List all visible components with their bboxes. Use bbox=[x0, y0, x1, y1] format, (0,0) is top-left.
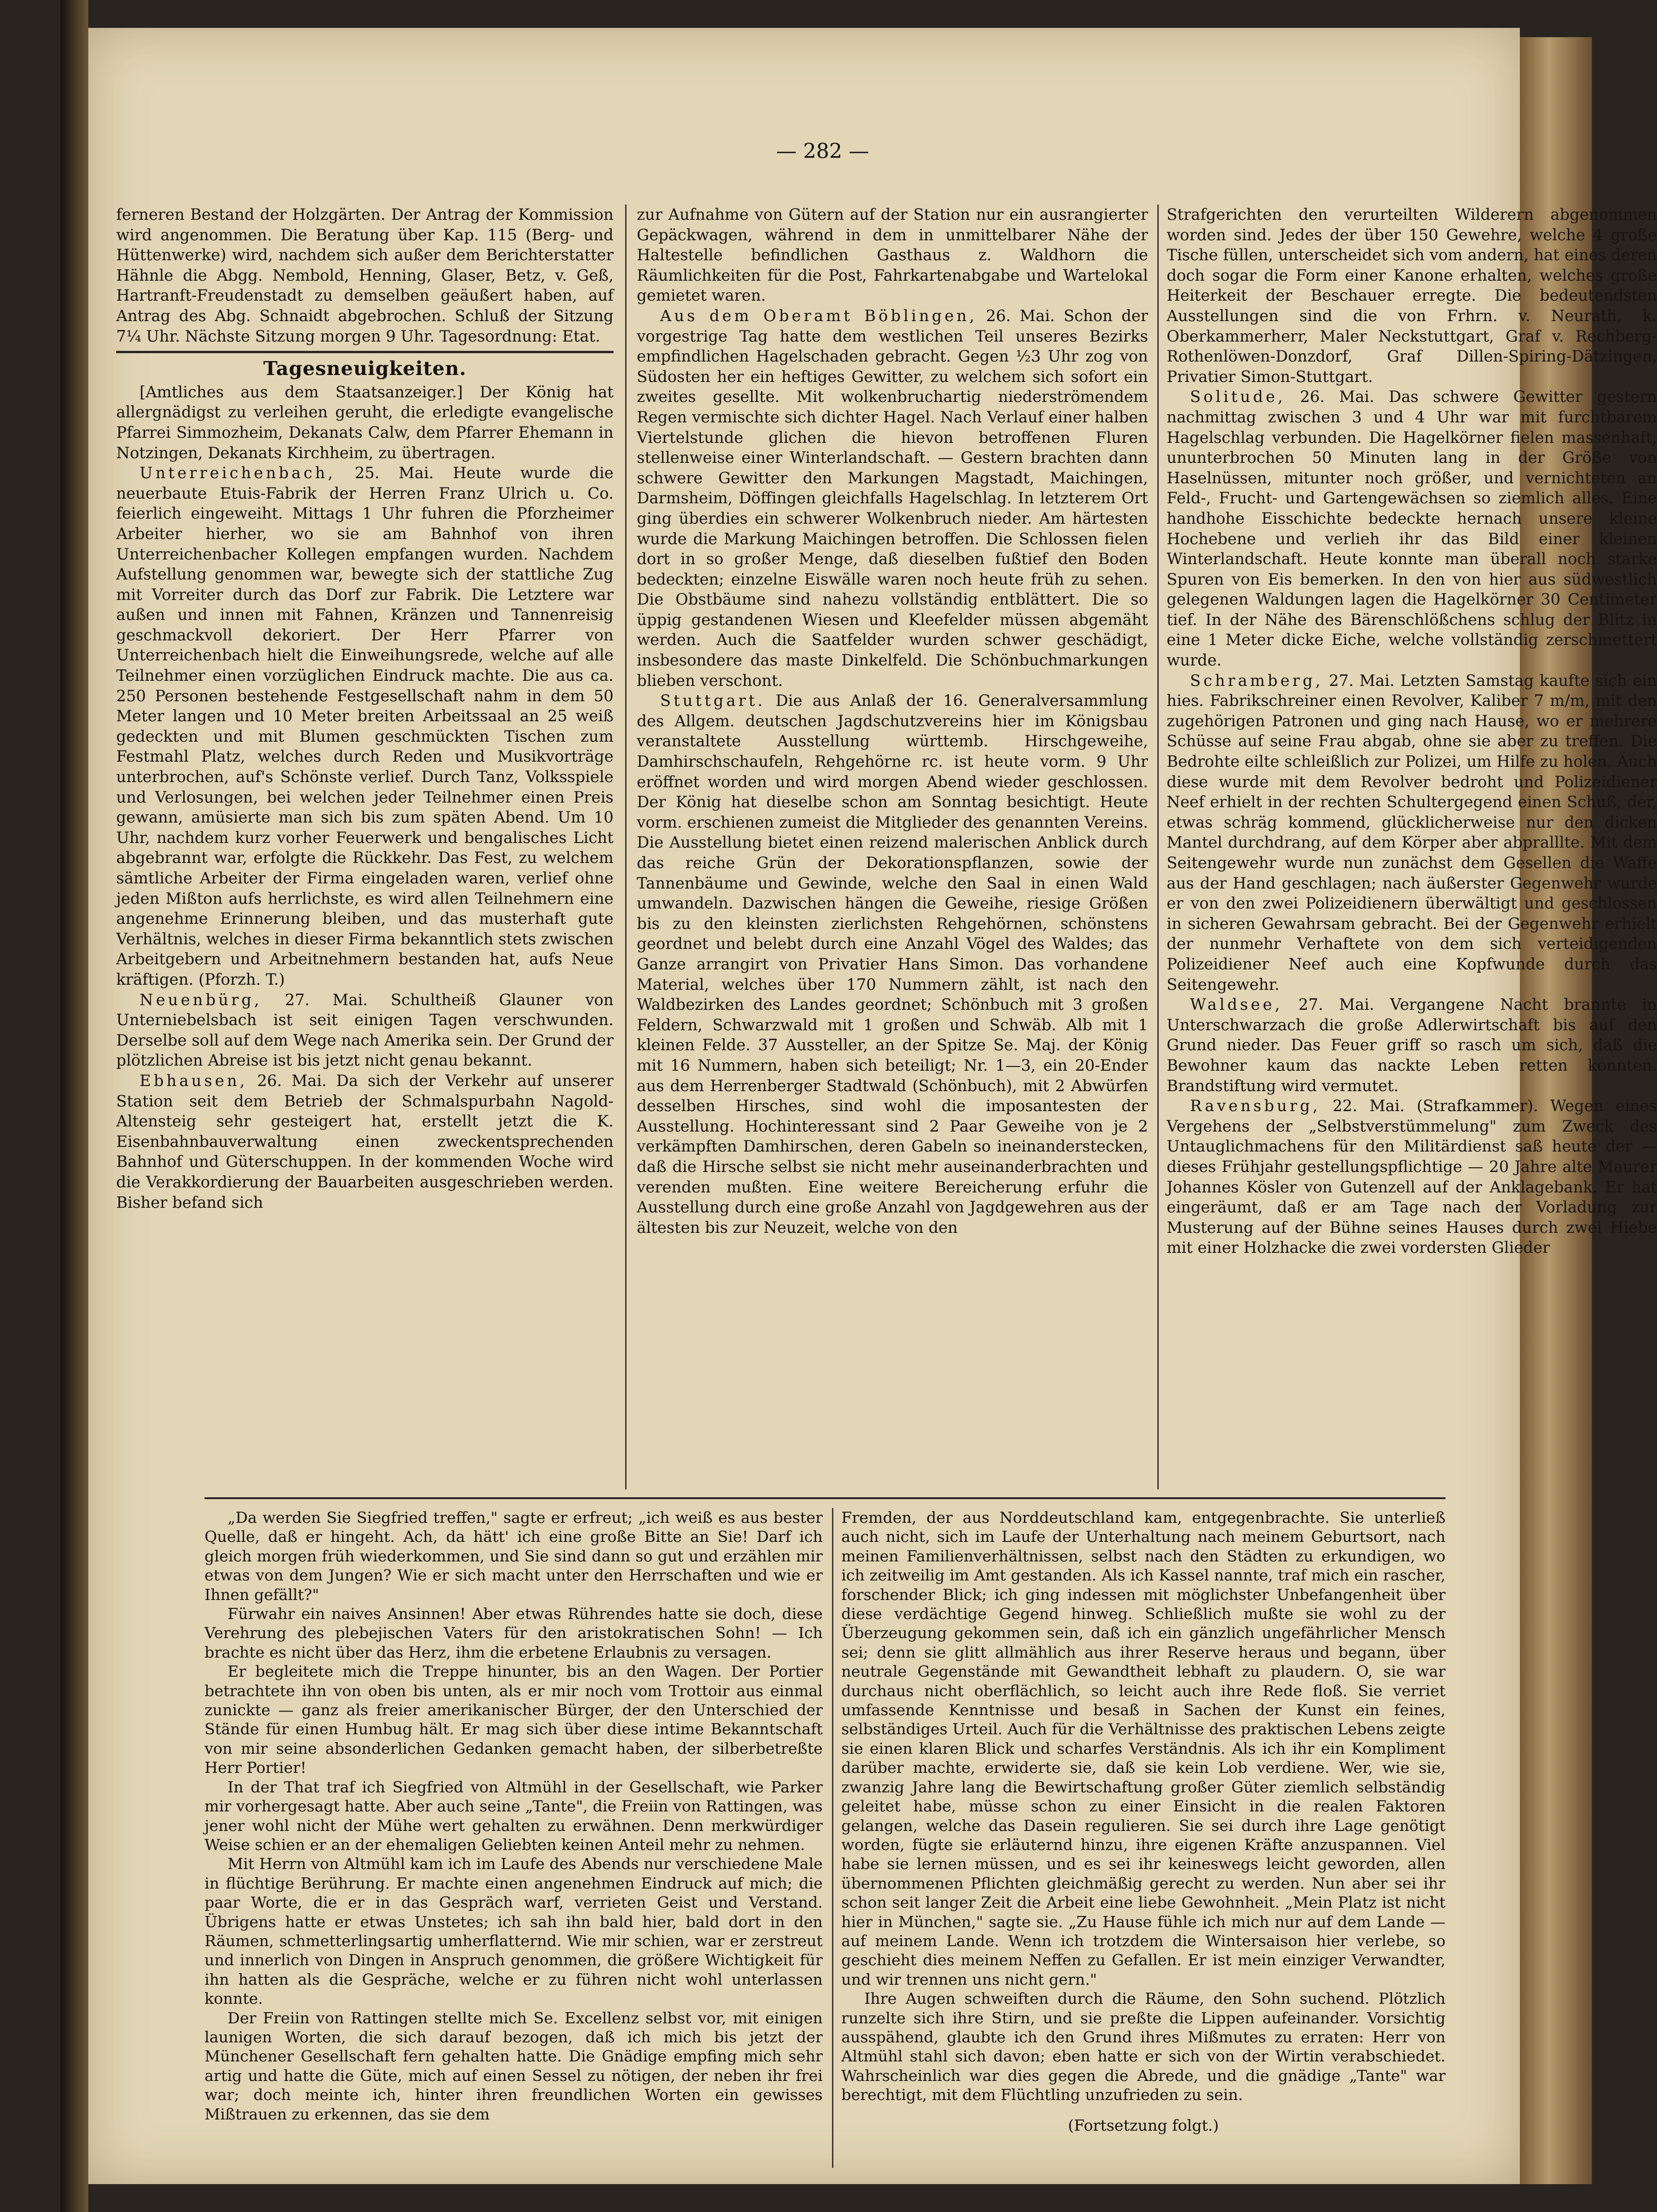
news-text: Die aus Anlaß der 16. Generalversammlung des Allgem. deutschen Jagdschutzvereins hier im Königsbau veranstaltete Ausstellung württemb. Hirschgeweihe, Damhirschschaufeln, Rehgehörne rc. ist heute vorm. 9 Uhr eröffnet worden und wird morgen Abend wieder geschlossen. Der König hat dieselbe schon am Sonntag besichtigt. Heute vorm. erschienen zumeist die Mitglieder des genannten Vereins. Die Ausstellung bietet einen reizend malerischen Anblick durch das reiche Grün der Dekorationspflanzen, sowie der Tannenbäume und Gewinde, welche den Saal in einen Wald umwandeln. Dazwischen hängen die Geweihe, riesige Größen bis zu den kleinsten zierlichsten Rehgehörnen, schönstens geordnet und belebt durch eine Anzahl Vögel des Waldes; das Ganze arrangirt von Privatier Hans Simon. Das vorhandene Material, welches über 170 Nummern zählt, ist nach den Waldbezirken des Landes geordnet; Schönbuch mit 3 großen Feldern, Schwarzwald mit 1 großen und Schwäb. Alb mit 1 kleinen Felde. 37 Aussteller, an der Spitze Se. Maj. der König mit 16 Nummern, haben sich beteiligt; Nr. 1—3, ein 20-Ender aus dem Herrenberger Stadtwald (Schönbuch), mit 2 Abwürfen desselben Hirsches, sind wohl die imposantesten der Ausstellung. Hochinteressant sind 2 Paar Geweihe von je 2 verkämpften Damhirschen, deren Gabeln so ineinanderstecken, daß die Hirsche selbst sie nicht mehr auseinanderbrachten und verenden mußten. Eine weitere Bereicherung erfuhr die Ausstellung durch eine große Anzahl von Jagdgewehren aus der ältesten bis zur Neuzeit, welche von den bbox=[637, 691, 1149, 1237]
news-item bbox=[116, 990, 614, 1071]
column-1 bbox=[116, 204, 614, 1489]
dateline: Ravensburg, bbox=[1190, 1097, 1320, 1115]
dateline: Stuttgart. bbox=[660, 691, 766, 710]
news-item bbox=[1167, 1096, 1657, 1258]
feuilleton-paragraph: Mit Herrn von Altmühl kam ich im Laufe des Abends nur verschiedene Male in flüchtige Berührung. Er machte einen angenehmen Eindruck auf mich; die paar Worte, die er in das Gespräch warf, verrieten Geist und Verstand. Übrigens hatte er etwas Unstetes; ich sah ihn bald hier, bald dort in den Räumen, schmetterlingsartig umherflatternd. Wie mir schien, war er zerstreut und innerlich von Dingen in Anspruch genommen, die größere Wichtigkeit für ihn hatten als die Gespräche, welche er zu führen nicht wohl unterlassen konnte. bbox=[205, 1855, 823, 2008]
dateline: Neuenbürg, bbox=[139, 990, 262, 1009]
news-text: 22. Mai. (Strafkammer). Wegen eines Vergehens der „Selbstverstümmelung" zum Zweck des Untauglichmachens für den Militärdienst saß heute der — dieses Frühjahr gestellungspflichtige — 20 Jahre alte Maurer Johannes Kösler von Gutenzell auf der Anklagebank. Er hat eingeräumt, daß er am Tage nach der Vorladung zur Musterung auf der Bühne seines Hauses durch zwei Hiebe mit einer Holzhacke die zwei vordersten Glieder bbox=[1167, 1097, 1657, 1257]
column-rule bbox=[625, 204, 627, 1489]
column-rule bbox=[832, 1508, 833, 2168]
column-rule bbox=[1157, 204, 1159, 1489]
news-text: 26. Mai. Das schwere Gewitter gestern nachmittag zwischen 3 und 4 Uhr war mit furchtbarem Hagelschlag verbunden. Die Hagelkörner fielen massenhaft, ununterbrochen 50 Minuten lang in der Größe von Haselnüssen, mitunter noch größer, und vernichteten an Feld-, Frucht- und Gartengewächsen so ziemlich alles. Eine handhohe Eisschichte bedeckte hernach unsere kleine Hochebene und verlieh ihr das Bild einer kleinen Winterlandschaft. Heute konnte man überall noch starke Spuren von Eis bemerken. In den von hier aus südwestlich gelegenen Waldungen lagen die Hagelkörner 30 Centimeter tief. In der Nähe des Bärenschlößchens schlug der Blitz in eine 1 Meter dicke Eiche, welche vollständig zerschmettert wurde. bbox=[1167, 388, 1657, 670]
news-item bbox=[116, 463, 614, 989]
column-2 bbox=[637, 204, 1148, 1489]
dateline: Waldsee, bbox=[1190, 995, 1283, 1014]
feuilleton-paragraph: In der That traf ich Siegfried von Altmühl in der Gesellschaft, wie Parker mir vorhergesagt hatte. Aber auch seine „Tante", die Freiin von Rattingen, was jener wohl nicht der Mühe wert gehalten zu erwähnen. Denn merkwürdiger Weise schien er an der ehemaligen Geliebten keinen Anteil mehr zu nehmen. bbox=[205, 1778, 823, 1854]
article-paragraph: zur Aufnahme von Gütern auf der Station nur ein ausrangierter Gepäckwagen, während in dem in unmittelbarer Nähe der Haltestelle befindlichen Gasthaus z. Waldhorn die Räumlichkeiten für die Post, Fahrkartenabgabe und Wartelokal gemietet waren. bbox=[637, 205, 1148, 305]
section-heading: Tagesneuigkeiten. bbox=[263, 357, 467, 380]
feuilleton-paragraph: Der Freiin von Rattingen stellte mich Se. Excellenz selbst vor, mit einigen launigen Worten, die sich darauf bezogen, daß ich mich bis jetzt der Münchener Gesellschaft fern gehalten hatte. Die Gnädige empfing mich sehr artig und hatte die Güte, mich auf einen Sessel zu nötigen, der neben ihr frei war; doch meinte ich, hinter ihren freundlichen Worten ein gewisses Mißtrauen zu erkennen, das sie dem bbox=[205, 2008, 823, 2123]
continuation-note: (Fortsetzung folgt.) bbox=[1068, 2116, 1219, 2134]
news-item bbox=[1167, 387, 1657, 670]
feuilleton-paragraph: Ihre Augen schweiften durch die Räume, den Sohn suchend. Plötzlich runzelte sich ihre Stirn, und sie preßte die Lippen aufeinander. Vorsichtig ausspähend, glaubte ich den Grund ihres Mißmutes zu erraten: Herr von Altmühl stahl sich davon; eben hatte er sich von der Wirtin verabschiedet. Wahrscheinlich war dies gegen die Abrede, und die gnädige „Tante" war berechtigt, mit dem Flüchtling unzufrieden zu sein. bbox=[841, 1989, 1446, 2104]
news-text: 26. Mai. Da sich der Verkehr auf unserer Station seit dem Betrieb der Schmalspurbahn Nagold-Altensteig sehr gesteigert hat, erstellt jetzt die K. Eisenbahnbauverwaltung einen zweckentsprechenden Bahnhof und Güterschuppen. In der kommenden Woche wird die Verakkordierung der Bauarbeiten ausgeschrieben werden. Bisher befand sich bbox=[116, 1071, 614, 1211]
article-paragraph: ferneren Bestand der Holzgärten. Der Antrag der Kommission wird angenommen. Die Beratung über Kap. 115 (Berg- und Hüttenwerke) wird, nachdem sich außer dem Berichterstatter Hähnle die Abgg. Nembold, Henning, Glaser, Betz, v. Geß, Hartranft-Freudenstadt zu demselben geäußert haben, auf Antrag des Abg. Schnaidt abgebrochen. Schluß der Sitzung 7¼ Uhr. Nächste Sitzung morgen 9 Uhr. Tagesordnung: Etat. bbox=[116, 205, 614, 345]
feuilleton-left bbox=[205, 1508, 823, 2168]
news-item bbox=[1167, 671, 1657, 995]
column-3 bbox=[1167, 204, 1657, 1489]
news-text: 27. Mai. Schultheiß Glauner von Unterniebelsbach ist seit einigen Tagen verschwunden. Derselbe soll auf dem Wege nach Amerika sein. Der Grund der plötzlichen Abreise ist bis jetzt nicht genau bekannt. bbox=[116, 990, 614, 1070]
feuilleton-paragraph: Fürwahr ein naives Ansinnen! Aber etwas Rührendes hatte sie doch, diese Verehrung des plebejischen Vaters für den aristokratischen Sohn! — Ich brachte es nicht über das Herz, ihm die erbetene Erlaubnis zu versagen. bbox=[205, 1605, 823, 1661]
news-item bbox=[637, 306, 1148, 691]
book-gutter bbox=[60, 0, 88, 2212]
dateline: Solitude, bbox=[1190, 388, 1286, 406]
feuilleton-rule bbox=[205, 1497, 1446, 1499]
news-item bbox=[116, 1071, 614, 1212]
dateline: Aus dem Oberamt Böblingen, bbox=[660, 306, 977, 325]
dateline: Schramberg, bbox=[1190, 671, 1323, 690]
article-paragraph: [Amtliches aus dem Staatsanzeiger.] Der König hat allergnädigst zu verleihen geruht, die erledigte evangelische Pfarrei Simmozheim, Dekanats Calw, dem Pfarrer Ehemann in Notzingen, Dekanats Kirchheim, zu übertragen. bbox=[116, 382, 614, 462]
news-text: 25. Mai. Heute wurde die neuerbaute Etuis-Fabrik der Herren Franz Ulrich u. Co. feierlich eingeweiht. Mittags 1 Uhr fuhren die Pforzheimer Arbeiter hierher, wo sie am Bahnhof von ihren Unterreichenbacher Kollegen empfangen wurden. Nachdem Aufstellung genommen war, bewegte sich der stattliche Zug mit Vorreiter durch das Dorf zur Fabrik. Die Letztere war außen und innen mit Fahnen, Kränzen und Tannenreisig geschmackvoll dekoriert. Der Herr Pfarrer von Unterreichenbach hielt die Einweihungsrede, welche auf alle Teilnehmer einen vorzüglichen Eindruck machte. Die aus ca. 250 Personen bestehende Festgesellschaft nahm in dem 50 Meter langen und 10 Meter breiten Arbeitssaal an 25 weiß gedeckten und mit Blumen geschmückten Tischen zum Festmahl Platz, welches durch Reden und Musikvorträge unterbrochen, auf's Schönste verlief. Durch Tanz, Volksspiele und Verlosungen, bei welchen jeder Teilnehmer einen Preis gewann, amüsierte man sich bis zum späten Abend. Um 10 Uhr, nachdem kurz vorher Feuerwerk und bengalisches Licht abgebrannt war, erfolgte die Rückkehr. Das Fest, zu welchem sämtliche Arbeiter der Firma eingeladen waren, verlief ohne jeden Mißton aufs herrlichste, es wird allen Teilnehmern eine angenehme Erinnerung bleiben, und das musterhaft gute Verhältnis, welches in dieser Firma bekanntlich stets zwischen Arbeitgebern und Arbeitnehmern bestanden hat, aufs Neue kräftigen. (Pforzh. T.) bbox=[116, 464, 614, 988]
news-text: 27. Mai. Vergangene Nacht brannte in Unterschwarzach die große Adlerwirtschaft bis auf den Grund nieder. Das Feuer griff so rasch um sich, daß die Bewohner kaum das nackte Leben retten konnten. Brandstiftung wird vermutet. bbox=[1167, 995, 1657, 1095]
feuilleton-paragraph: „Da werden Sie Siegfried treffen," sagte er erfreut; „ich weiß es aus bester Quelle, daß er hingeht. Ach, da hätt' ich eine große Bitte an Sie! Darf ich gleich morgen früh wiederkommen, und Sie sind dann so gut und erzählen mir etwas von dem Jungen? Wie er sich macht unter den Herrschaften und wie er Ihnen gefällt?" bbox=[205, 1508, 823, 1604]
news-text: 26. Mai. Schon der vorgestrige Tag hatte dem westlichen Teil unseres Bezirks empfindlichen Hagelschaden gebracht. Gegen ½3 Uhr zog von Südosten her ein heftiges Gewitter, zu welchem sich sofort ein zweites gesellte. Mit wolkenbruchartig niederströmendem Regen vermischte sich dichter Hagel. Nach Verlauf einer halben Viertelstunde glichen die hievon betroffenen Fluren stellenweise einer Winterlandschaft. — Gestern brachten dann schwere Gewitter den Markungen Magstadt, Maichingen, Darmsheim, Döffingen gleichfalls Hagelschlag. In letzterem Ort ging überdies ein schwerer Wolkenbruch nieder. Am härtesten wurde die Markung Maichingen betroffen. Die Schlossen fielen dort in so großer Menge, daß dieselben fußtief den Boden bedeckten; einzelne Eiswälle waren noch heute früh zu sehen. Die Obstbäume sind nahezu vollständig entblättert. Die so üppig gestandenen Wiesen und Kleefelder müssen abgemäht werden. Auch die Saatfelder wurden schwer geschädigt, insbesondere das maste Dinkelfeld. Die Schönbuchmarkungen blieben verschont. bbox=[637, 306, 1148, 690]
news-item bbox=[637, 691, 1148, 1238]
dateline: Ebhausen, bbox=[139, 1071, 248, 1090]
news-item bbox=[1167, 994, 1657, 1096]
feuilleton-paragraph: Fremden, der aus Norddeutschland kam, entgegenbrachte. Sie unterließ auch nicht, sich im Laufe der Unterhaltung nach meinem Geburtsort, nach meinen Familienverhältnissen, selbst nach den Städten zu erkundigen, wo ich zeitweilig im Amt gestanden. Als ich Kassel nannte, traf mich ein rascher, forschender Blick; ich ging indessen mit möglichster Unbefangenheit über diese verdächtige Gegend hinweg. Schließlich mußte sie wohl zu der Überzeugung gekommen sein, daß ich ein gänzlich ungefährlicher Mensch sei; denn sie glitt allmählich aus ihrer Reserve heraus und begann, über neutrale Gegenstände mit Gewandtheit lebhaft zu plaudern. O, sie war durchaus nicht oberflächlich, so leicht auch ihre Rede floß. Sie verriet umfassende Kenntnisse und besaß in Sachen der Kunst ein feines, selbständiges Urteil. Auch für die Verhältnisse des praktischen Lebens zeigte sie einen klaren Blick und scharfes Verständnis. Als ich ihr ein Kompliment darüber machte, erwiderte sie, daß sie kein Lob verdiene. Wer, wie sie, zwanzig Jahre lang die Bewirtschaftung großer Güter ziemlich selbständig geleitet habe, müsse schon zu einer Einsicht in die realen Faktoren gelangen, welche das Dasein regulieren. Sie sei durch ihre Lage genötigt worden, fügte sie erläuternd hinzu, ihre eigenen Kräfte anzuspannen. Viel habe sie lernen müssen, und es sei ihr keineswegs leicht geworden, allen übernommenen Pflichten gleichmäßig gerecht zu werden. Nun aber sei ihr schon seit langer Zeit die Arbeit eine liebe Gewohnheit. „Mein Platz ist nicht hier in München," sagte sie. „Zu Hause fühle ich mich nur auf dem Lande — auf meinem Lande. Wenn ich trotzdem die Wintersaison hier verlebe, so geschieht dies meinem Neffen zu Gefallen. Er ist mein einziger Verwandter, und wir trennen uns nicht gern." bbox=[841, 1508, 1446, 1988]
news-text: 27. Mai. Letzten Samstag kaufte sich ein hies. Fabrikschreiner einen Revolver, Kaliber 7 m/m, mit den zugehörigen Patronen und ging nach Hause, wo er mehrere Schüsse auf seine Frau abgab, ohne sie aber zu treffen. Die Bedrohte eilte schleißlich zur Polizei, um Hilfe zu holen. Auch diese wurde mit dem Revolver bedroht und Polizeidiener Neef erhielt in der rechten Schultergegend einen Schuß, der, etwas schräg kommend, glücklicherweise nur den dicken Mantel durchdrang, auf dem Körper aber abpralllte. Mit dem Seitengewehr wurde nun zunächst dem Gesellen die Waffe aus der Hand geschlagen; nach äußerster Gegenwehr wurde er von den zwei Polizeidienern überwältigt und geschlossen in sicheren Gewahrsam gebracht. Bei der Gegenwehr erhielt der nunmehr Verhaftete von dem sich verteidigenden Polizeidiener Neef auch eine Kopfwunde durch das Seitengewehr. bbox=[1167, 671, 1657, 994]
feuilleton-paragraph: Er begleitete mich die Treppe hinunter, bis an den Wagen. Der Portier betrachtete ihn von oben bis unten, als er mir noch vom Trottoir aus einmal zunickte — ganz als freier amerikanischer Bürger, der den Unterschied der Stände für einen Humbug hält. Er mag sich über diese intime Bekanntschaft von mir seine absonderlichen Gedanken gemacht haben, der silberbetreßte Herr Portier! bbox=[205, 1662, 823, 1777]
page-number: — 282 — bbox=[776, 139, 869, 163]
dateline: Unterreichenbach, bbox=[139, 464, 336, 482]
article-paragraph: Strafgerichten den verurteilten Wilderern abgenommen worden sind. Jedes der über 150 Gewehre, welche 4 große Tische füllen, unterscheidet sich vom andern, hat eines deren doch sogar die Form einer Kanone erhalten, welches große Heiterkeit der Beschauer erregte. Die bedeutendsten Ausstellungen sind die von Frhrn. v. Neurath, k. Oberkammerherr, Maler Neckstuttgart, Graf v. Rechberg-Rothenlöwen-Donzdorf, Graf Dillen-Spiring-Dätzingen, Privatier Simon-Stuttgart. bbox=[1167, 205, 1657, 386]
section-divider bbox=[116, 351, 614, 353]
feuilleton-right bbox=[841, 1508, 1446, 2168]
